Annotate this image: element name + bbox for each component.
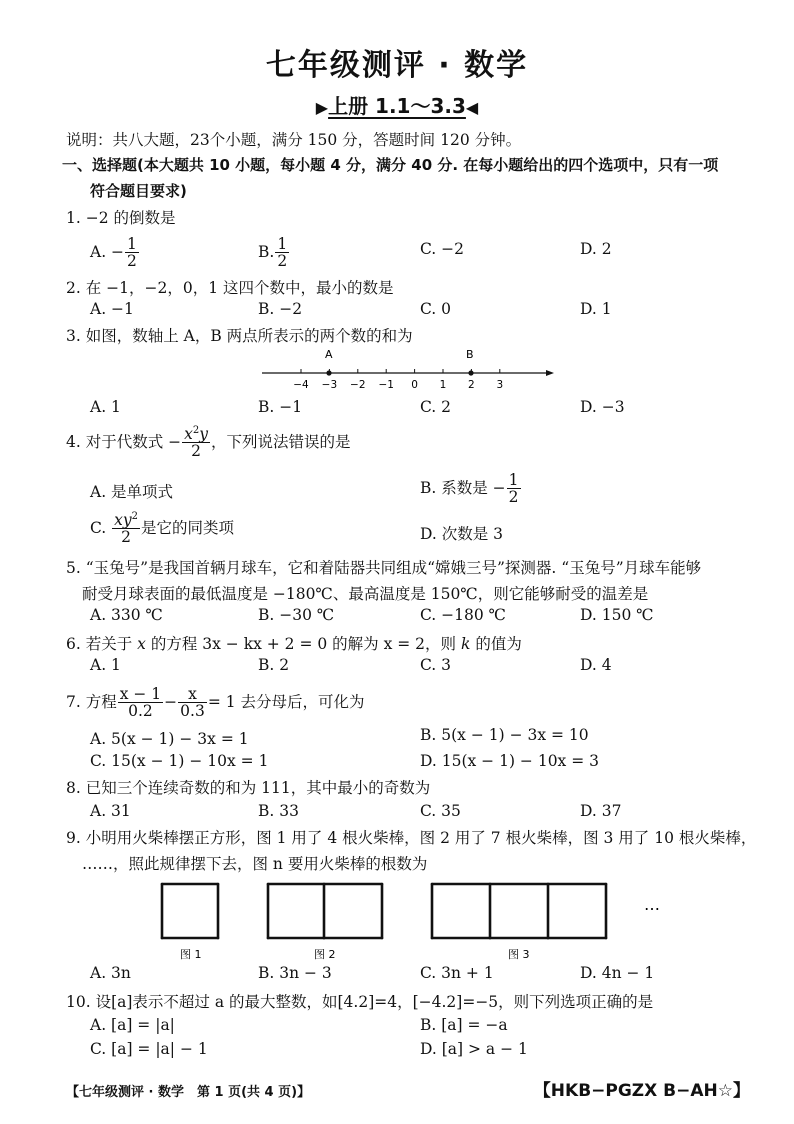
q4-option-c: C. $\frac{xy^2}{2}$ 是它的同类项: [90, 511, 235, 547]
number-line-figure: [258, 340, 558, 398]
q5-line1: 5. “玉兔号”是我国首辆月球车，它和着陆器共同组成“嫦娥三号”探测器. “玉兔号”月球车能够: [66, 559, 702, 577]
q4-stem-prefix: 4. 对于代数式 −: [66, 432, 182, 451]
q2-stem: 2. 在 −1，−2，0，1 这四个数中，最小的数是: [66, 279, 394, 297]
q7-stem-prefix: 7. 方程: [66, 692, 117, 711]
number-line-tick-label: 2: [468, 379, 475, 391]
q6-option-b: B. 2: [258, 656, 290, 674]
q4-expr-num: $x^2y$: [184, 425, 209, 444]
q4-option-b: [420, 472, 522, 506]
q7-f2-den: 0.3: [180, 702, 205, 721]
q10-option-d: D. [a] > a − 1: [420, 1040, 528, 1058]
q7-f1-den: 0.2: [128, 702, 153, 721]
number-line-tick-label: 1: [439, 379, 447, 391]
matchstick-figures: [150, 874, 670, 962]
q3-option-c: C. 2: [420, 398, 452, 416]
q2-option-d: D. 1: [580, 300, 612, 318]
q1-stem: 1. −2 的倒数是: [66, 209, 176, 227]
q6-stem-prefix: 6. 若关于: [66, 635, 138, 653]
number-line-tick-label: 0: [411, 379, 418, 391]
section-heading-line1: 一、选择题(本大题共 10 小题，每小题 4 分，满分 40 分. 在每小题给出的四个选项中，只有一项: [62, 156, 719, 174]
q9-option-d: D. 4n − 1: [580, 964, 655, 982]
q4-expression: [182, 426, 210, 460]
q1-b-den: 2: [277, 252, 288, 271]
q3-option-b: B. −1: [258, 398, 303, 416]
q9-option-c: C. 3n + 1: [420, 964, 494, 982]
point-a-dot: [326, 370, 331, 375]
q9-option-a: A. 3n: [90, 964, 131, 982]
q9-line1: 9. 小明用火柴棒摆正方形，图 1 用了 4 根火柴棒，图 2 用了 7 根火柴棒，图 3 用了 10 根火柴棒，: [66, 829, 757, 847]
number-line-arrow-icon: [546, 370, 554, 376]
intro-text: 说明：共八大题，23个小题，满分 150 分，答题时间 120 分钟。: [66, 131, 522, 149]
q4-c-suffix: 是它的同类项: [141, 518, 235, 537]
q8-option-b: B. 33: [258, 802, 299, 820]
q7-option-d: D. 15(x − 1) − 10x = 3: [420, 752, 599, 770]
section-heading-line2: 符合题目要求): [90, 182, 187, 200]
q7-stem-suffix: = 1 去分母后，可化为: [207, 692, 365, 711]
q9-option-b: B. 3n − 3: [258, 964, 332, 982]
q1-b-prefix: B.: [258, 242, 275, 261]
q4-stem-suffix: ，下列说法错误的是: [211, 432, 351, 451]
triangle-left-icon: ◀: [465, 98, 479, 117]
q6-option-d: D. 4: [580, 656, 612, 674]
q4-b-num: 1: [508, 471, 519, 489]
q5-option-a: A. 330 ℃: [90, 606, 163, 624]
q10-option-a: A. [a] = |a|: [90, 1016, 175, 1034]
q7-f1-num: x − 1: [119, 685, 162, 703]
q9-line2: ……，照此规律摆下去，图 n 要用火柴棒的根数为: [82, 855, 428, 873]
q7-minus: −: [164, 692, 178, 711]
figure-2: [268, 884, 382, 938]
q7-fraction-1: [118, 686, 163, 720]
page-title: 七年级测评 · 数学: [265, 48, 529, 83]
number-line-tick-label: −4: [293, 379, 309, 391]
q6-option-a: A. 1: [90, 656, 121, 674]
q4-c-num: $xy^2$: [114, 511, 139, 530]
page-subtitle: [0, 90, 794, 119]
q6-option-c: C. 3: [420, 656, 452, 674]
q4-b-prefix: B. 系数是 −: [420, 478, 506, 497]
q1-b-fraction: [275, 236, 289, 270]
q7-stem: [66, 686, 365, 720]
point-a-label: A: [325, 348, 333, 361]
figure-1: [162, 884, 218, 938]
q7-fraction-2: [178, 686, 207, 720]
footer-page-info: 【七年级测评 · 数学 第 1 页(共 4 页)】: [66, 1085, 311, 1100]
q6-stem-suffix: 的值为: [470, 635, 522, 653]
q1-a-fraction: [125, 236, 139, 270]
number-line-tick-label: −1: [378, 379, 394, 391]
q10-stem: 10. 设[a]表示不超过 a 的最大整数，如[4.2]=4，[−4.2]=−5，则下列选项正确的是: [66, 993, 654, 1011]
q8-option-d: D. 37: [580, 802, 622, 820]
q3-option-a: A. 1: [90, 398, 121, 416]
figure-3: [432, 884, 606, 938]
q4-c-fraction: [112, 512, 140, 546]
q4-option-a: A. 是单项式: [90, 483, 174, 501]
triangle-right-icon: ▶: [315, 98, 329, 117]
footer-code: 【HKB−PGZX B−AH☆】: [533, 1081, 750, 1101]
fig3-caption: 图 3: [508, 948, 530, 961]
q7-option-a: A. 5(x − 1) − 3x = 1: [90, 730, 249, 748]
q4-c-den: 2: [121, 528, 132, 547]
q1-option-d: D. 2: [580, 240, 612, 258]
q4-expr-den: 2: [191, 442, 202, 461]
q10-option-c: C. [a] = |a| − 1: [90, 1040, 208, 1058]
q1-b-num: 1: [277, 235, 288, 253]
q5-option-d: D. 150 ℃: [580, 606, 654, 624]
q5-line2: 耐受月球表面的最低温度是 −180℃、最高温度是 150℃，则它能够耐受的温差是: [82, 585, 649, 603]
q1-option-b: [258, 236, 290, 270]
q8-stem: 8. 已知三个连续奇数的和为 111，其中最小的奇数为: [66, 779, 431, 797]
q8-option-c: C. 35: [420, 802, 461, 820]
q5-option-c: C. −180 ℃: [420, 606, 506, 624]
q1-option-c: C. −2: [420, 240, 465, 258]
q7-f2-num: x: [178, 686, 207, 703]
q5-option-b: B. −30 ℃: [258, 606, 335, 624]
point-b-dot: [468, 370, 473, 375]
q7-option-c: C. 15(x − 1) − 10x = 1: [90, 752, 269, 770]
q3-option-d: D. −3: [580, 398, 625, 416]
q7-option-b: B. 5(x − 1) − 3x = 10: [420, 726, 589, 744]
fig2-caption: 图 2: [314, 948, 336, 961]
q2-option-c: C. 0: [420, 300, 452, 318]
q1-a-num: 1: [127, 235, 137, 253]
q2-option-a: A. −1: [90, 300, 134, 318]
fig1-caption: 图 1: [180, 948, 202, 961]
q4-b-fraction: [507, 472, 521, 506]
q1-option-a: [90, 236, 140, 270]
number-line-tick-label: −2: [350, 379, 366, 391]
number-line-tick-label: −3: [321, 379, 338, 391]
q1-a-den: 2: [127, 252, 137, 271]
q4-option-d: D. 次数是 3: [420, 525, 504, 543]
q3-stem: 3. 如图，数轴上 A，B 两点所表示的两个数的和为: [66, 327, 413, 345]
point-b-label: B: [466, 348, 474, 361]
q6-stem: 6. 若关于 x 的方程 3x − kx + 2 = 0 的解为 x = 2，则 k 的值为: [66, 635, 522, 653]
q4-b-den: 2: [508, 488, 519, 507]
number-line-tick-label: 3: [496, 379, 504, 391]
q8-option-a: A. 31: [90, 802, 131, 820]
scope-text: 上册 1.1～3.3: [328, 94, 466, 118]
q2-option-b: B. −2: [258, 300, 303, 318]
q1-a-prefix: A. −: [90, 242, 125, 261]
q4-stem: [66, 426, 351, 460]
q10-option-b: B. [a] = −a: [420, 1016, 508, 1034]
q6-stem-middle: 的方程 3x − kx + 2 = 0 的解为 x = 2，则: [145, 635, 461, 653]
figures-ellipsis: …: [644, 895, 660, 914]
